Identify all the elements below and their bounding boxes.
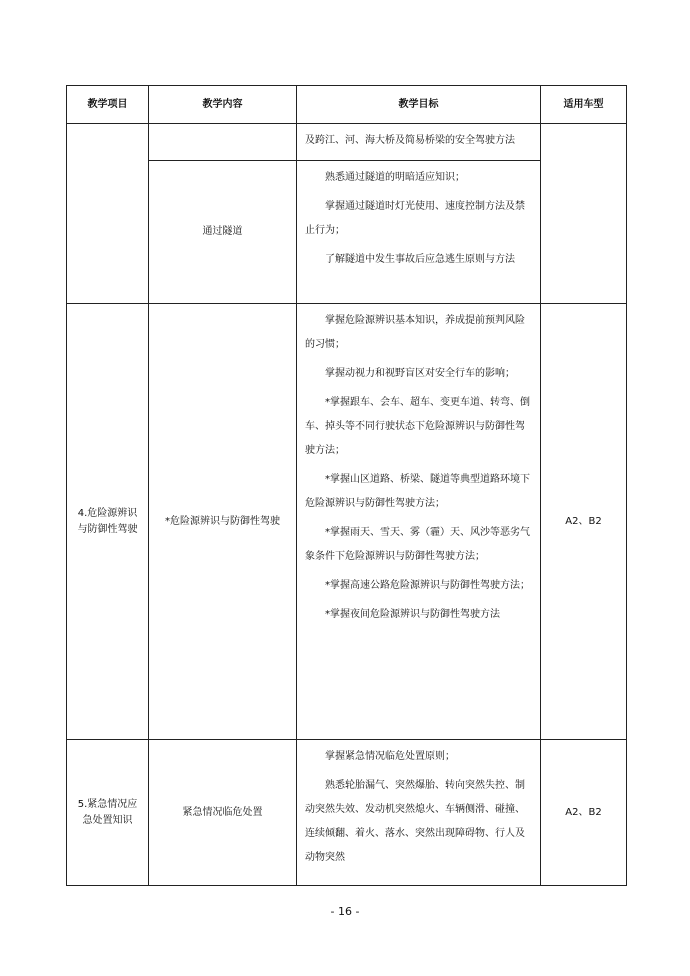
content-cell-emergency: 紧急情况临危处置: [149, 740, 297, 886]
table-header-row: [67, 86, 627, 124]
course-table: [66, 85, 627, 886]
goal-line: 掌握紧急情况临危处置原则；: [325, 751, 455, 762]
goal-line: 了解隧道中发生事故后应急逃生原则与方法: [325, 254, 515, 265]
item-label-line1: 4.危险源辨识: [77, 507, 138, 519]
item-label-line1: 5.紧急情况应: [77, 798, 138, 810]
table-row: [67, 304, 627, 740]
goal-line: 掌握危险源辨识基本知识，养成提前预判风险的习惯；: [305, 315, 525, 350]
vehicle-cell-emergency: A2、B2: [541, 740, 627, 886]
goal-line: 熟悉轮胎漏气、突然爆胎、转向突然失控、制动突然失效、发动机突然熄火、车辆侧滑、碰撞、连续倾翻、着火、落水、突然出现障碍物、行人及动物突然: [305, 780, 525, 863]
goal-line: 及跨江、河、海大桥及简易桥梁的安全驾驶方法: [305, 135, 515, 146]
item-label-line2: 急处置知识: [82, 814, 133, 826]
item-cell-emergency: [67, 740, 149, 886]
goal-cell: [297, 304, 541, 740]
vehicle-cell-continued: [541, 124, 627, 304]
table-row: [67, 124, 627, 161]
goal-cell: [297, 124, 541, 161]
goal-cell: [297, 740, 541, 886]
content-cell-hazard: *危险源辨识与防御性驾驶: [149, 304, 297, 740]
goal-line: *掌握跟车、会车、超车、变更车道、转弯、倒车、掉头等不同行驶状态下危险源辨识与防御性驾驶方法；: [305, 397, 530, 456]
item-cell-hazard: [67, 304, 149, 740]
goal-line: *掌握高速公路危险源辨识与防御性驾驶方法；: [325, 580, 530, 591]
header-vehicle-type: 适用车型: [541, 86, 627, 124]
goal-line: 掌握动视力和视野盲区对安全行车的影响；: [325, 368, 515, 379]
goal-line: *掌握雨天、雪天、雾（霾）天、风沙等恶劣气象条件下危险源辨识与防御性驾驶方法；: [305, 527, 530, 562]
content-cell-tunnel: 通过隧道: [149, 161, 297, 304]
header-teaching-item: 教学项目: [67, 86, 149, 124]
page-number: - 16 -: [330, 905, 360, 918]
goal-line: 熟悉通过隧道的明暗适应知识；: [325, 172, 465, 183]
goal-line: *掌握山区道路、桥梁、隧道等典型道路环境下危险源辨识与防御性驾驶方法；: [305, 474, 530, 509]
goal-line: *掌握夜间危险源辨识与防御性驾驶方法: [325, 609, 500, 620]
goal-line: 掌握通过隧道时灯光使用、速度控制方法及禁止行为；: [305, 201, 525, 236]
vehicle-cell-hazard: A2、B2: [541, 304, 627, 740]
goal-cell: [297, 161, 541, 304]
table-row: [67, 740, 627, 886]
item-cell-continued: [67, 124, 149, 304]
header-teaching-content: 教学内容: [149, 86, 297, 124]
item-label-line2: 与防御性驾驶: [77, 523, 138, 535]
content-cell-continued: [149, 124, 297, 161]
header-teaching-goal: 教学目标: [297, 86, 541, 124]
